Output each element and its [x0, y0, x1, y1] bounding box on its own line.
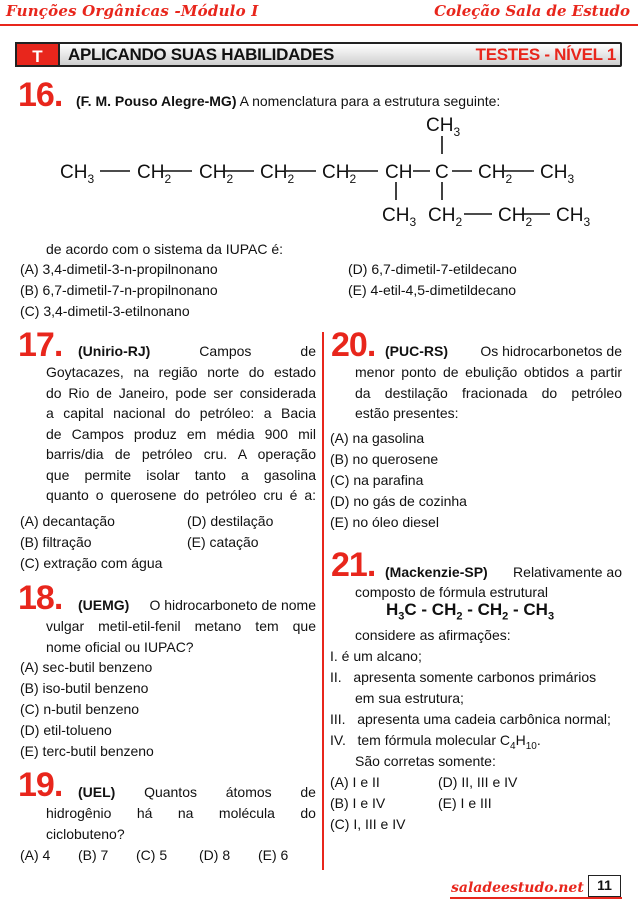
- question-19-third-line: ciclobuteno?: [46, 826, 125, 842]
- header-module-title: Funções Orgânicas -Módulo I: [6, 2, 259, 20]
- q16-option-b[interactable]: (B) 6,7-dimetil-7-n-propilnonano: [20, 282, 218, 298]
- svg-text:CH3: $CH_3$: [426, 115, 461, 139]
- q19-option-d[interactable]: (D) 8: [199, 847, 231, 863]
- question-21-number: 21.: [331, 546, 376, 584]
- question-21-line2: composto de fórmula estrutural: [355, 584, 548, 600]
- statement-ii: II. apresenta somente carbonos primários: [330, 669, 597, 685]
- q17-option-b[interactable]: (B) filtração: [20, 534, 92, 550]
- q21-option-e[interactable]: (E) I e III: [438, 795, 492, 811]
- question-20-number: 20.: [331, 326, 376, 364]
- question-20-text: menor ponto de ebulição obtidos a partir da destilação fracionada do petróleo estão presentes:: [355, 364, 622, 421]
- q17-option-d[interactable]: (D) destilação: [187, 513, 274, 529]
- banner-tag: T: [15, 42, 60, 67]
- question-19-source: (UEL): [78, 784, 116, 800]
- q16-option-c[interactable]: (C) 3,4-dimetil-3-etilnonano: [20, 303, 190, 319]
- question-19-number: 19.: [18, 766, 63, 804]
- q19-option-c[interactable]: (C) 5: [136, 847, 168, 863]
- structural-formula: [60, 112, 590, 232]
- statement-ii-continued: em sua estrutura;: [355, 690, 464, 706]
- svg-text:C: C: [435, 162, 449, 183]
- q21-option-b[interactable]: (B) I e IV: [330, 795, 386, 811]
- banner-level: TESTES - NÍVEL 1: [475, 45, 616, 64]
- q18-option-e[interactable]: (E) terc-butil benzeno: [20, 743, 154, 759]
- main-chain: [60, 162, 574, 186]
- question-17-number: 17.: [18, 326, 63, 364]
- q20-option-a[interactable]: (A) na gasolina: [330, 430, 425, 446]
- question-19-first-line: (UEL) Quantos átomos de: [78, 782, 316, 803]
- svg-text:CH3: $CH_3$: [60, 162, 95, 186]
- q17-option-e[interactable]: (E) catação: [187, 534, 259, 550]
- question-21-first-line: (Mackenzie-SP) Relativamente ao: [385, 562, 622, 583]
- statement-i: I. é um alcano;: [330, 648, 422, 664]
- question-20-first-line: (PUC-RS) Os hidrocarbonetos de: [385, 341, 622, 362]
- q17-option-c[interactable]: (C) extração com água: [20, 555, 163, 571]
- q17-option-a[interactable]: (A) decantação: [20, 513, 115, 529]
- q20-option-c[interactable]: (C) na parafina: [330, 472, 424, 488]
- statement-iv: IV. tem fórmula molecular $C_4H_{10}$.: [330, 732, 541, 752]
- question-20-source: (PUC-RS): [385, 343, 448, 359]
- question-18-source: (UEMG): [78, 597, 130, 613]
- footer-website[interactable]: saladeestudo.net: [451, 880, 584, 896]
- q16-option-d[interactable]: (D) 6,7-dimetil-7-etildecano: [348, 261, 517, 277]
- svg-text:CH3: $CH_3$: [382, 205, 417, 229]
- q18-option-a[interactable]: (A) sec-butil benzeno: [20, 659, 153, 675]
- page-number: 11: [588, 875, 621, 897]
- q18-option-d[interactable]: (D) etil-tolueno: [20, 722, 112, 738]
- svg-text:CH2: $CH_2$: [478, 162, 513, 186]
- q19-option-b[interactable]: (B) 7: [78, 847, 109, 863]
- svg-text:CH3: $CH_3$: [540, 162, 575, 186]
- q20-option-e[interactable]: (E) no óleo diesel: [330, 514, 439, 530]
- question-21-line3: considere as afirmações:: [355, 627, 511, 643]
- banner-title: APLICANDO SUAS HABILIDADES: [68, 45, 335, 64]
- question-16-text: A nomenclatura para a estrutura seguinte:: [239, 93, 501, 109]
- question-18-first-line: (UEMG) O hidrocarboneto de nome: [78, 595, 316, 616]
- svg-text:CH2: $CH_2$: [260, 162, 295, 186]
- header-collection-title: Coleção Sala de Estudo: [434, 2, 630, 20]
- column-divider: [322, 332, 324, 870]
- question-16-followup: de acordo com o sistema da IUPAC é:: [46, 241, 284, 257]
- q16-option-a[interactable]: (A) 3,4-dimetil-3-n-propilnonano: [20, 261, 218, 277]
- question-21-source: (Mackenzie-SP): [385, 564, 488, 580]
- q20-option-b[interactable]: (B) no querosene: [330, 451, 439, 467]
- q18-option-c[interactable]: (C) n-butil benzeno: [20, 701, 140, 717]
- question-16-number: 16.: [18, 76, 63, 114]
- svg-text:CH3: $CH_3$: [556, 205, 590, 229]
- q19-option-a[interactable]: (A) 4: [20, 847, 51, 863]
- q20-option-d[interactable]: (D) no gás de cozinha: [330, 493, 467, 509]
- svg-text:CH2: $CH_2$: [199, 162, 234, 186]
- question-17-source: (Unirio-RJ): [78, 343, 151, 359]
- svg-text:CH2: $CH_2$: [137, 162, 172, 186]
- question-18-number: 18.: [18, 579, 63, 617]
- question-17-first-line: (Unirio-RJ) Campos de: [78, 341, 316, 362]
- statement-iii: III. apresenta uma cadeia carbônica normal;: [330, 711, 611, 727]
- question-19-second-line: hidrogênio há na molécula do: [46, 805, 316, 821]
- q21-option-a[interactable]: (A) I e II: [330, 774, 380, 790]
- header-divider: [0, 24, 638, 26]
- footer-divider: [450, 897, 622, 899]
- q16-option-e[interactable]: (E) 4-etil-4,5-dimetildecano: [348, 282, 517, 298]
- svg-text:CH: CH: [385, 162, 413, 183]
- svg-text:CH2: $CH_2$: [322, 162, 357, 186]
- q19-option-e[interactable]: (E) 6: [258, 847, 289, 863]
- svg-text:CH2: $CH_2$: [498, 205, 533, 229]
- q18-option-b[interactable]: (B) iso-butil benzeno: [20, 680, 149, 696]
- structural-formula-butane: $H_3C - CH_2 - CH_2 - CH_3$: [386, 600, 555, 623]
- question-17-text: Goytacazes, na região norte do estado do Rio de Janeiro, pode ser considerada a capital nacional do petróleo: a Bacia de Campos produz em média 900 mil barris/dia de petróleo cru. A operação que permite isolar tanto a gasolina quanto o querosene do petróleo cru é a:: [46, 364, 316, 503]
- q21-option-c[interactable]: (C) I, III e IV: [330, 816, 406, 832]
- svg-text:CH2: $CH_2$: [428, 205, 463, 229]
- question-16-stem: [76, 91, 500, 112]
- correct-intro: São corretas somente:: [355, 753, 496, 769]
- q21-option-d[interactable]: (D) II, III e IV: [438, 774, 518, 790]
- question-16-source: (F. M. Pouso Alegre-MG): [76, 93, 237, 109]
- question-18-text: vulgar metil-etil-fenil metano tem que nome oficial ou IUPAC?: [46, 618, 316, 655]
